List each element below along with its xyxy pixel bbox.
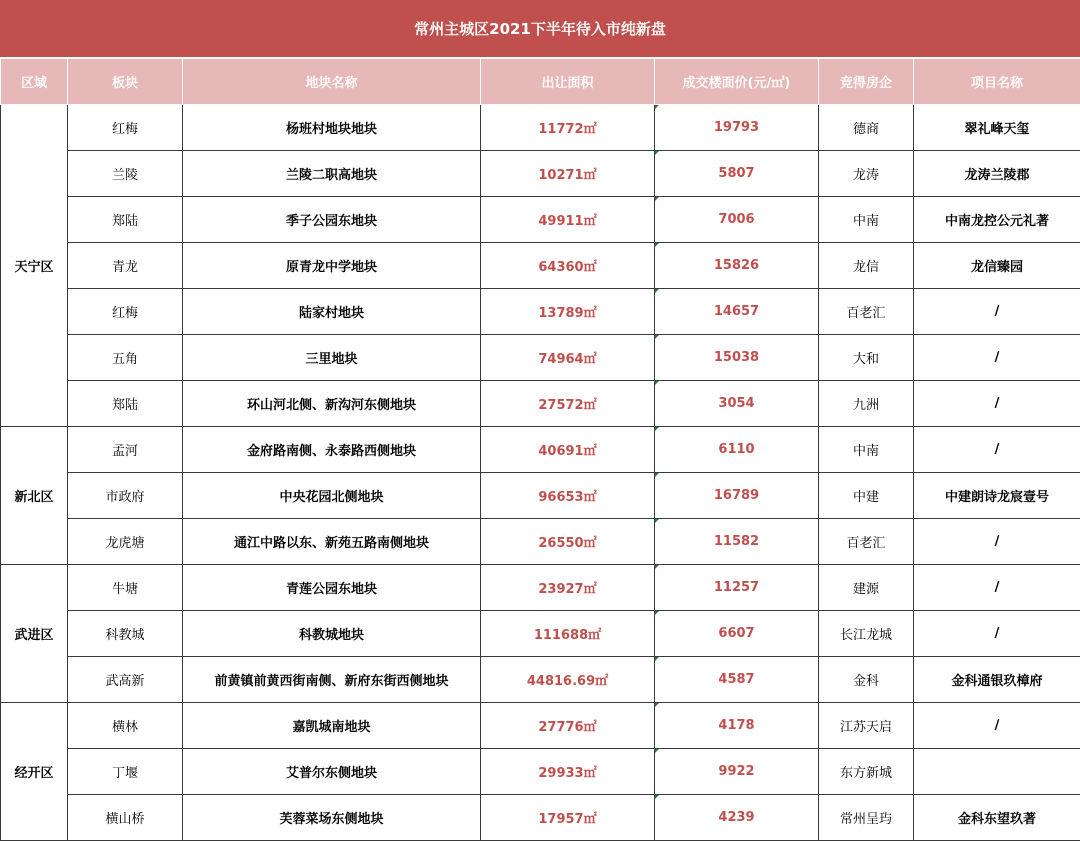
plot-name-cell: 三里地块 <box>183 335 481 381</box>
block-cell: 郑陆 <box>68 381 183 427</box>
table-row <box>1 289 1080 335</box>
table-row <box>1 519 1080 565</box>
developer-cell: 大和 <box>819 335 914 381</box>
developer-cell: 九洲 <box>819 381 914 427</box>
developer-cell: 中南 <box>819 427 914 473</box>
project-cell: / <box>914 289 1080 335</box>
price-cell: 3054 <box>655 381 819 427</box>
price-cell: 11582 <box>655 519 819 565</box>
plot-name-cell: 青莲公园东地块 <box>183 565 481 611</box>
area-cell: 29933㎡ <box>481 749 655 795</box>
price-cell: 15038 <box>655 335 819 381</box>
table-row <box>1 749 1080 795</box>
developer-cell: 德商 <box>819 105 914 151</box>
project-cell: 翠礼峰天玺 <box>914 105 1080 151</box>
plot-name-cell: 季子公园东地块 <box>183 197 481 243</box>
plot-name-cell: 艾普尔东侧地块 <box>183 749 481 795</box>
block-cell: 青龙 <box>68 243 183 289</box>
project-cell: 金科东望玖著 <box>914 795 1080 841</box>
project-cell: / <box>914 611 1080 657</box>
area-cell: 17957㎡ <box>481 795 655 841</box>
plot-name-cell: 前黄镇前黄西街南侧、新府东街西侧地块 <box>183 657 481 703</box>
block-cell: 红梅 <box>68 289 183 335</box>
header-area: 出让面积 <box>481 59 655 105</box>
project-cell: / <box>914 703 1080 749</box>
project-cell: / <box>914 335 1080 381</box>
block-cell: 武高新 <box>68 657 183 703</box>
area-cell: 40691㎡ <box>481 427 655 473</box>
header-plot-name: 地块名称 <box>183 59 481 105</box>
table-body <box>1 105 1080 841</box>
project-cell: 龙涛兰陵郡 <box>914 151 1080 197</box>
price-cell: 4239 <box>655 795 819 841</box>
table-row <box>1 105 1080 151</box>
project-cell: / <box>914 427 1080 473</box>
area-cell: 49911㎡ <box>481 197 655 243</box>
area-cell: 13789㎡ <box>481 289 655 335</box>
table-title: 常州主城区2021下半年待入市纯新盘 <box>0 0 1080 58</box>
developer-cell: 百老汇 <box>819 289 914 335</box>
table-row <box>1 151 1080 197</box>
table-row <box>1 703 1080 749</box>
plot-name-cell: 中央花园北侧地块 <box>183 473 481 519</box>
plot-name-cell: 杨班村地块地块 <box>183 105 481 151</box>
plot-name-cell: 通江中路以东、新苑五路南侧地块 <box>183 519 481 565</box>
table-row <box>1 381 1080 427</box>
table-row <box>1 427 1080 473</box>
price-cell: 6110 <box>655 427 819 473</box>
area-cell: 10271㎡ <box>481 151 655 197</box>
plot-name-cell: 科教城地块 <box>183 611 481 657</box>
price-cell: 6607 <box>655 611 819 657</box>
developer-cell: 中南 <box>819 197 914 243</box>
developer-cell: 龙涛 <box>819 151 914 197</box>
developer-cell: 常州呈玙 <box>819 795 914 841</box>
project-cell: 金科通银玖樟府 <box>914 657 1080 703</box>
area-cell: 44816.69㎡ <box>481 657 655 703</box>
developer-cell: 江苏天启 <box>819 703 914 749</box>
block-cell: 市政府 <box>68 473 183 519</box>
block-cell: 丁堰 <box>68 749 183 795</box>
plot-name-cell: 陆家村地块 <box>183 289 481 335</box>
project-cell: / <box>914 519 1080 565</box>
price-cell: 5807 <box>655 151 819 197</box>
header-price: 成交楼面价(元/㎡) <box>655 59 819 105</box>
district-cell: 天宁区 <box>1 105 68 427</box>
table-row <box>1 565 1080 611</box>
block-cell: 科教城 <box>68 611 183 657</box>
table-row <box>1 335 1080 381</box>
header-row <box>1 59 1080 105</box>
header-block: 板块 <box>68 59 183 105</box>
price-cell: 14657 <box>655 289 819 335</box>
block-cell: 牛塘 <box>68 565 183 611</box>
plot-name-cell: 原青龙中学地块 <box>183 243 481 289</box>
table-row <box>1 657 1080 703</box>
price-cell: 9922 <box>655 749 819 795</box>
area-cell: 64360㎡ <box>481 243 655 289</box>
header-developer: 竞得房企 <box>819 59 914 105</box>
price-cell: 15826 <box>655 243 819 289</box>
price-cell: 16789 <box>655 473 819 519</box>
project-cell: / <box>914 381 1080 427</box>
plot-name-cell: 金府路南侧、永泰路西侧地块 <box>183 427 481 473</box>
district-cell: 经开区 <box>1 703 68 841</box>
block-cell: 兰陵 <box>68 151 183 197</box>
developer-cell: 百老汇 <box>819 519 914 565</box>
project-cell: 龙信臻园 <box>914 243 1080 289</box>
table-row <box>1 611 1080 657</box>
area-cell: 11772㎡ <box>481 105 655 151</box>
developer-cell: 建源 <box>819 565 914 611</box>
price-cell: 4178 <box>655 703 819 749</box>
developer-cell: 金科 <box>819 657 914 703</box>
project-cell: 中建朗诗龙宸壹号 <box>914 473 1080 519</box>
developer-cell: 中建 <box>819 473 914 519</box>
area-cell: 96653㎡ <box>481 473 655 519</box>
block-cell: 龙虎塘 <box>68 519 183 565</box>
table-row <box>1 197 1080 243</box>
project-cell: 中南龙控公元礼著 <box>914 197 1080 243</box>
district-cell: 新北区 <box>1 427 68 565</box>
district-cell: 武进区 <box>1 565 68 703</box>
block-cell: 郑陆 <box>68 197 183 243</box>
developer-cell: 东方新城 <box>819 749 914 795</box>
price-cell: 7006 <box>655 197 819 243</box>
price-cell: 11257 <box>655 565 819 611</box>
header-district: 区域 <box>1 59 68 105</box>
area-cell: 74964㎡ <box>481 335 655 381</box>
block-cell: 横林 <box>68 703 183 749</box>
block-cell: 五角 <box>68 335 183 381</box>
table-row <box>1 473 1080 519</box>
developer-cell: 龙信 <box>819 243 914 289</box>
area-cell: 111688㎡ <box>481 611 655 657</box>
land-table <box>0 58 1080 841</box>
project-cell: / <box>914 565 1080 611</box>
block-cell: 横山桥 <box>68 795 183 841</box>
area-cell: 27572㎡ <box>481 381 655 427</box>
plot-name-cell: 环山河北侧、新沟河东侧地块 <box>183 381 481 427</box>
developer-cell: 长江龙城 <box>819 611 914 657</box>
area-cell: 27776㎡ <box>481 703 655 749</box>
table-row <box>1 243 1080 289</box>
plot-name-cell: 兰陵二职高地块 <box>183 151 481 197</box>
area-cell: 23927㎡ <box>481 565 655 611</box>
block-cell: 红梅 <box>68 105 183 151</box>
price-cell: 4587 <box>655 657 819 703</box>
table-row <box>1 795 1080 841</box>
plot-name-cell: 嘉凯城南地块 <box>183 703 481 749</box>
price-cell: 19793 <box>655 105 819 151</box>
project-cell <box>914 749 1080 795</box>
block-cell: 孟河 <box>68 427 183 473</box>
area-cell: 26550㎡ <box>481 519 655 565</box>
header-project: 项目名称 <box>914 59 1080 105</box>
plot-name-cell: 芙蓉菜场东侧地块 <box>183 795 481 841</box>
